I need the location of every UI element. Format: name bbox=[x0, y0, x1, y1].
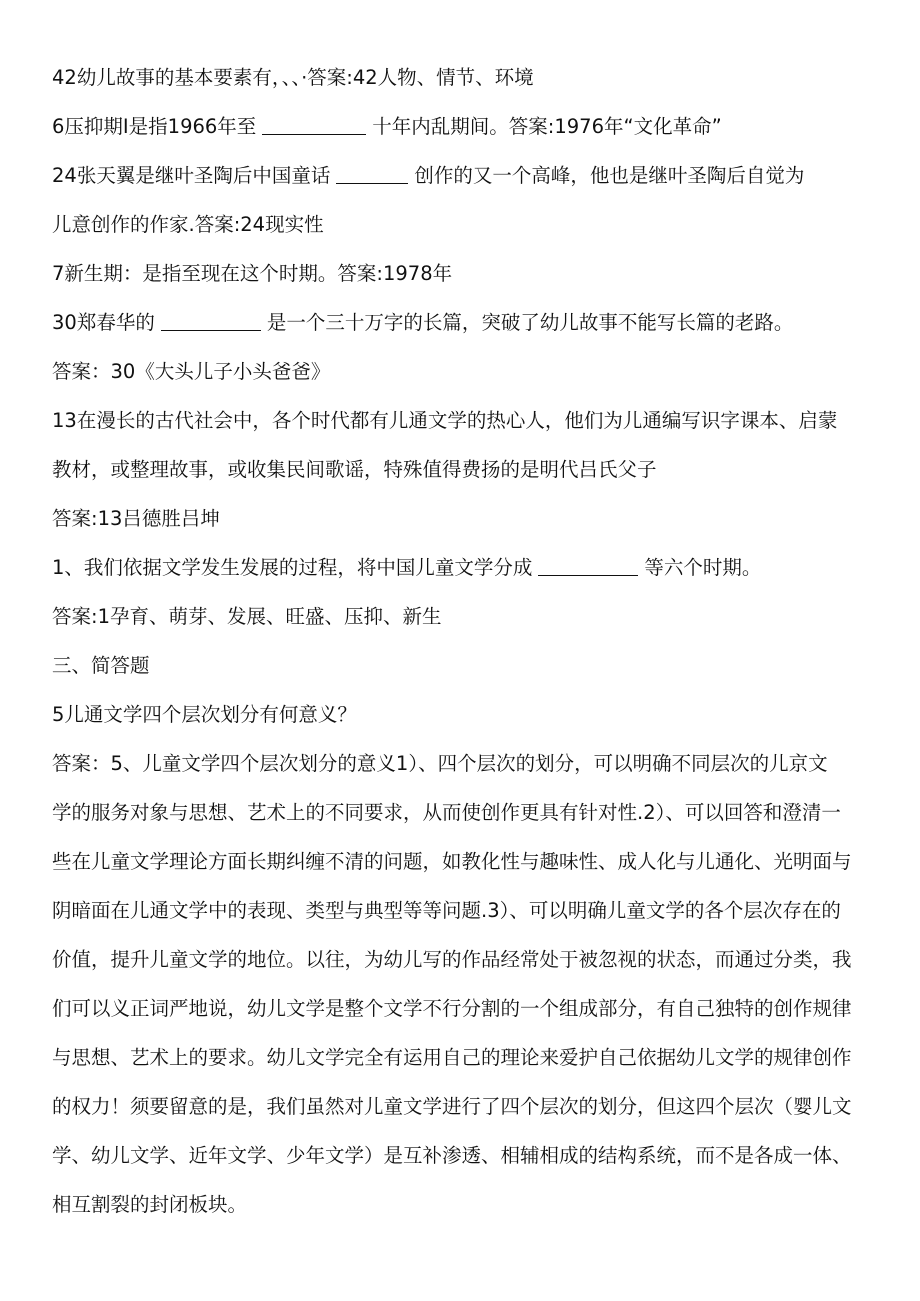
section-heading bbox=[52, 641, 890, 690]
answer-5-line bbox=[52, 1033, 890, 1082]
answer-blank bbox=[336, 161, 408, 184]
answer-blank bbox=[262, 112, 366, 135]
answer-5-line bbox=[52, 886, 890, 935]
answer-30 bbox=[52, 347, 890, 396]
question-6-text-b: 十年内乱期间。答案:1976年“文化革命” bbox=[372, 115, 722, 138]
answer-5-text: 的权力！须要留意的是，我们虽然对儿童文学进行了四个层次的划分，但这四个层次（婴儿文 bbox=[52, 1095, 852, 1118]
answer-13 bbox=[52, 494, 890, 543]
answer-5-text: 阴暗面在儿通文学中的表现、类型与典型等等问题.3）、可以明确儿童文学的各个层次存在的 bbox=[52, 899, 841, 922]
answer-30-text: 答案：30《大头儿子小头爸爸》 bbox=[52, 360, 331, 383]
answer-5-text: 与思想、艺术上的要求。幼儿文学完全有运用自己的理论来爱护自己依据幼儿文学的规律创作 bbox=[52, 1046, 852, 1069]
question-24 bbox=[52, 151, 890, 200]
question-13-continued bbox=[52, 445, 890, 494]
answer-5-line bbox=[52, 1131, 890, 1180]
answer-5-text: 们可以义正词严地说，幼儿文学是整个文学不行分割的一个组成部分，有自己独特的创作规律 bbox=[52, 997, 852, 1020]
question-7 bbox=[52, 249, 890, 298]
answer-blank bbox=[161, 308, 261, 331]
question-5 bbox=[52, 690, 890, 739]
question-6-text-a: 6压抑期I是指1966年至 bbox=[52, 115, 257, 138]
question-30 bbox=[52, 298, 890, 347]
answer-5-text: 学、幼儿文学、近年文学、少年文学）是互补渗透、相辅相成的结构系统，而不是各成一体、 bbox=[52, 1144, 852, 1167]
question-7-text: 7新生期：是指至现在这个时期。答案:1978年 bbox=[52, 262, 453, 285]
question-24-text-b: 创作的又一个高峰，他也是继叶圣陶后自觉为 bbox=[414, 164, 805, 187]
answer-5-line bbox=[52, 788, 890, 837]
answer-13-text: 答案:13吕德胜吕坤 bbox=[52, 507, 220, 530]
answer-1-text: 答案:1孕育、萌芽、发展、旺盛、压抑、新生 bbox=[52, 605, 442, 628]
question-24-text-a: 24张天翼是继叶圣陶后中国童话 bbox=[52, 164, 331, 187]
answer-5-text: 答案：5、儿童文学四个层次划分的意义1）、四个层次的划分，可以明确不同层次的儿京文 bbox=[52, 752, 828, 775]
answer-5-line bbox=[52, 1082, 890, 1131]
answer-5-line bbox=[52, 837, 890, 886]
section-heading-text: 三、简答题 bbox=[52, 654, 150, 677]
answer-5-text: 价值，提升儿童文学的地位。以往，为幼儿写的作品经常处于被忽视的状态，而通过分类，我 bbox=[52, 948, 852, 971]
question-13 bbox=[52, 396, 890, 445]
question-13-text-a: 13在漫长的古代社会中，各个时代都有儿通文学的热心人，他们为儿通编写识字课本、启蒙 bbox=[52, 409, 838, 432]
question-1-text-b: 等六个时期。 bbox=[644, 556, 762, 579]
answer-5-text: 学的服务对象与思想、艺术上的不同要求，从而使创作更具有针对性.2）、可以回答和澄清一 bbox=[52, 801, 841, 824]
answer-5-line bbox=[52, 1180, 890, 1229]
answer-5-line bbox=[52, 984, 890, 1033]
question-24-continued bbox=[52, 200, 890, 249]
answer-1 bbox=[52, 592, 890, 641]
question-1 bbox=[52, 543, 890, 592]
question-30-text-a: 30郑春华的 bbox=[52, 311, 155, 334]
question-1-text-a: 1、我们依据文学发生发展的过程，将中国儿童文学分成 bbox=[52, 556, 533, 579]
question-42 bbox=[52, 53, 890, 102]
question-13-text-b: 教材，或整理故事，或收集民间歌谣，特殊值得费扬的是明代吕氏父子 bbox=[52, 458, 657, 481]
answer-5-line bbox=[52, 739, 890, 788]
answer-5-text: 相互割裂的封闭板块。 bbox=[52, 1193, 248, 1216]
question-42-text: 42幼儿故事的基本要素有，、、·答案:42人物、情节、环境 bbox=[52, 66, 534, 89]
question-6 bbox=[52, 102, 890, 151]
answer-blank bbox=[538, 553, 638, 576]
question-5-text: 5儿通文学四个层次划分有何意义？ bbox=[52, 703, 357, 726]
answer-5-text: 些在儿童文学理论方面长期纠缠不清的问题，如教化性与趣味性、成人化与儿通化、光明面与 bbox=[52, 850, 852, 873]
question-30-text-b: 是一个三十万字的长篇，突破了幼儿故事不能写长篇的老路。 bbox=[266, 311, 794, 334]
answer-5-line bbox=[52, 935, 890, 984]
question-24-text-c: 儿意创作的作家.答案:24现实性 bbox=[52, 213, 324, 236]
